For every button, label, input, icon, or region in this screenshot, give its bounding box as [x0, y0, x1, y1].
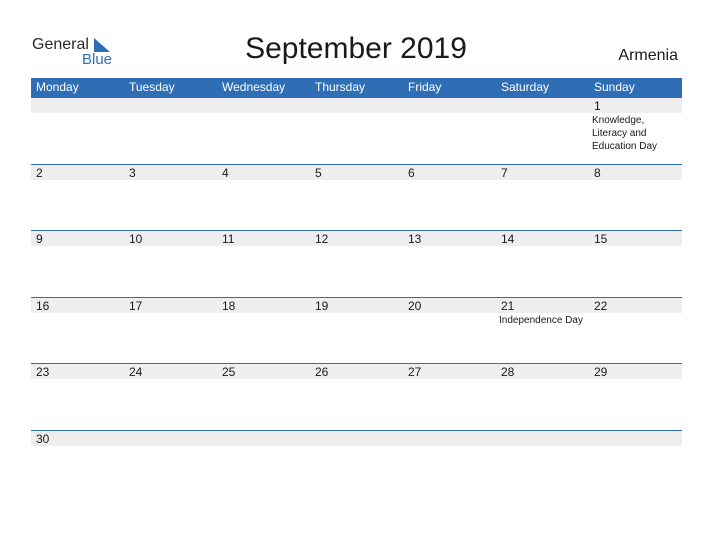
weekday-wednesday: Wednesday: [222, 80, 286, 94]
day-cell: [496, 231, 589, 297]
day-number: 8: [594, 166, 601, 180]
day-cell: [496, 431, 589, 497]
day-number: 10: [129, 232, 143, 246]
day-number: 6: [408, 166, 415, 180]
day-cell: [217, 98, 310, 164]
day-number: 21: [501, 299, 515, 313]
day-cell: [31, 165, 124, 231]
weekday-header: [31, 78, 682, 97]
day-cell: [217, 231, 310, 297]
week-row: [31, 164, 682, 231]
day-number: 12: [315, 232, 329, 246]
day-number: 7: [501, 166, 508, 180]
weekday-friday: Friday: [408, 80, 442, 94]
logo-text-blue: Blue: [82, 51, 113, 68]
day-number: 11: [222, 232, 235, 246]
weekday-saturday: Saturday: [501, 80, 550, 94]
day-number: 23: [36, 365, 50, 379]
day-cell: [496, 364, 589, 430]
weekday-tuesday: Tuesday: [129, 80, 175, 94]
day-number: 15: [594, 232, 608, 246]
day-number: 14: [501, 232, 515, 246]
day-cell: [124, 165, 217, 231]
day-cell: [310, 298, 403, 364]
day-cell: [496, 165, 589, 231]
week-row: [31, 363, 682, 430]
day-cell: [31, 98, 124, 164]
holiday-label: Independence Day: [499, 315, 583, 326]
day-number: 22: [594, 299, 608, 313]
day-cell: [310, 165, 403, 231]
day-cell: [124, 364, 217, 430]
day-cell: [217, 364, 310, 430]
day-cell: [31, 298, 124, 364]
weekday-sunday: Sunday: [594, 80, 635, 94]
day-cell: [31, 431, 124, 497]
day-cell: [403, 98, 496, 164]
logo-text-general: General: [32, 36, 89, 53]
week-row: [31, 97, 682, 164]
weekday-monday: Monday: [36, 80, 79, 94]
day-number: 30: [36, 432, 50, 446]
day-cell: [217, 431, 310, 497]
day-cell: [124, 298, 217, 364]
day-cell: [589, 298, 682, 364]
day-number: 9: [36, 232, 43, 246]
day-number: 29: [594, 365, 608, 379]
week-row: [31, 297, 682, 364]
day-cell: [310, 231, 403, 297]
day-cell: [310, 431, 403, 497]
day-number: 24: [129, 365, 143, 379]
day-number: 18: [222, 299, 236, 313]
day-cell: [124, 98, 217, 164]
day-cell: [31, 364, 124, 430]
day-cell: [403, 364, 496, 430]
day-cell: [403, 431, 496, 497]
week-row: [31, 230, 682, 297]
weekday-thursday: Thursday: [315, 80, 366, 94]
day-cell: [403, 231, 496, 297]
day-cell: [310, 364, 403, 430]
day-number: 2: [36, 166, 43, 180]
day-number: 13: [408, 232, 422, 246]
day-number: 1: [594, 99, 601, 113]
day-number: 28: [501, 365, 515, 379]
day-cell: [217, 165, 310, 231]
day-cell: [31, 231, 124, 297]
day-number: 19: [315, 299, 329, 313]
day-cell: [124, 231, 217, 297]
day-number: 3: [129, 166, 136, 180]
day-cell: [124, 431, 217, 497]
day-cell: [589, 431, 682, 497]
day-cell: [589, 98, 682, 164]
day-cell: [403, 165, 496, 231]
day-number: 5: [315, 166, 322, 180]
day-cell: [496, 298, 589, 364]
day-cell: [217, 298, 310, 364]
day-number: 26: [315, 365, 329, 379]
holiday-label: Knowledge, Literacy and Education Day: [592, 115, 658, 152]
day-cell: [310, 98, 403, 164]
day-number: 16: [36, 299, 50, 313]
day-number: 25: [222, 365, 236, 379]
day-number: 20: [408, 299, 422, 313]
calendar-title: September 2019: [245, 32, 467, 65]
week-row: [31, 430, 682, 497]
day-cell: [589, 364, 682, 430]
day-number: 27: [408, 365, 422, 379]
day-cell: [403, 298, 496, 364]
day-number: 4: [222, 166, 229, 180]
day-cell: [589, 231, 682, 297]
day-cell: [589, 165, 682, 231]
day-number: 17: [129, 299, 143, 313]
day-cell: [496, 98, 589, 164]
country-label: Armenia: [618, 47, 678, 64]
